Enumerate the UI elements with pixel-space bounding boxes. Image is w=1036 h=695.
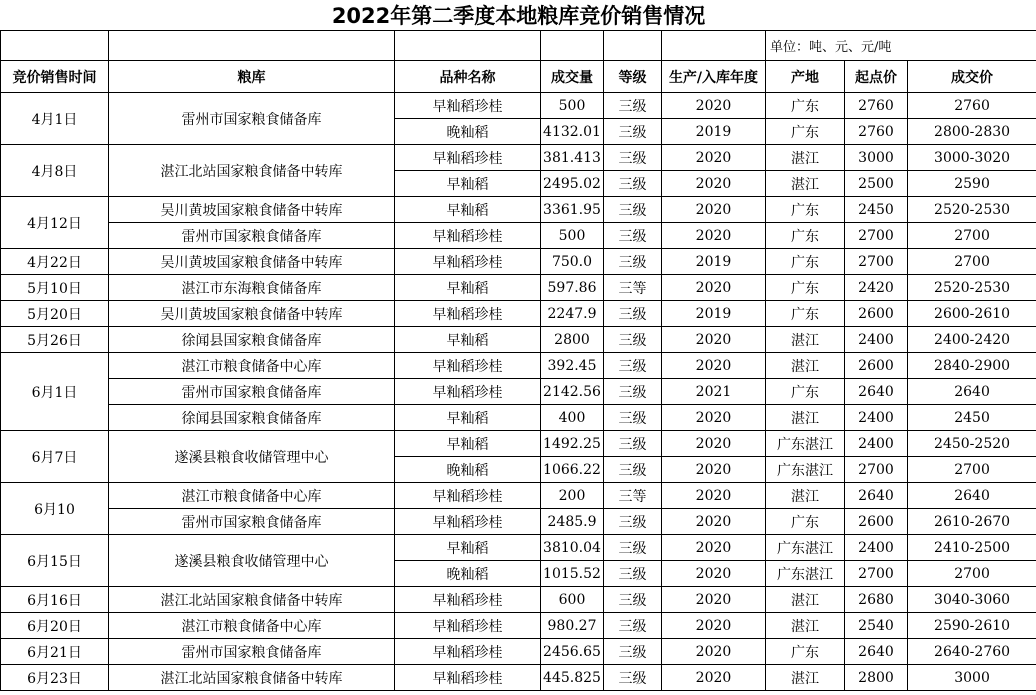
start-price-cell: 2600 <box>845 509 908 535</box>
origin-cell: 广东 <box>766 301 845 327</box>
header-depot: 粮库 <box>109 61 395 93</box>
header-row <box>1 61 1036 93</box>
table-row <box>1 275 1036 301</box>
table-row <box>1 587 1036 613</box>
year-cell: 2020 <box>662 457 766 483</box>
volume-cell: 381.413 <box>541 145 604 171</box>
year-cell: 2021 <box>662 379 766 405</box>
origin-cell: 广东湛江 <box>766 431 845 457</box>
year-cell: 2020 <box>662 145 766 171</box>
grade-cell: 三级 <box>604 457 662 483</box>
volume-cell: 500 <box>541 93 604 119</box>
variety-cell: 早籼稻 <box>395 275 541 301</box>
deal-price-cell: 2410-2500 <box>908 535 1036 561</box>
date-cell: 4月1日 <box>1 93 109 145</box>
start-price-cell: 2400 <box>845 431 908 457</box>
header-start-price: 起点价 <box>845 61 908 93</box>
depot-cell: 吴川黄坡国家粮食储备中转库 <box>109 197 395 223</box>
date-cell: 6月7日 <box>1 431 109 483</box>
table-row <box>1 353 1036 379</box>
depot-cell: 遂溪县粮食收储管理中心 <box>109 431 395 483</box>
header-deal-price: 成交价 <box>908 61 1036 93</box>
start-price-cell: 2450 <box>845 197 908 223</box>
volume-cell: 4132.01 <box>541 119 604 145</box>
volume-cell: 2495.02 <box>541 171 604 197</box>
volume-cell: 500 <box>541 223 604 249</box>
date-cell: 5月10日 <box>1 275 109 301</box>
origin-cell: 广东 <box>766 249 845 275</box>
start-price-cell: 2400 <box>845 405 908 431</box>
year-cell: 2020 <box>662 327 766 353</box>
table-row <box>1 431 1036 457</box>
table-row <box>1 301 1036 327</box>
deal-price-cell: 2640-2760 <box>908 639 1036 665</box>
grade-cell: 三等 <box>604 275 662 301</box>
year-cell: 2020 <box>662 275 766 301</box>
deal-price-cell: 2520-2530 <box>908 197 1036 223</box>
grade-cell: 三级 <box>604 379 662 405</box>
grade-cell: 三级 <box>604 301 662 327</box>
grade-cell: 三级 <box>604 509 662 535</box>
deal-price-cell: 2640 <box>908 483 1036 509</box>
origin-cell: 湛江 <box>766 483 845 509</box>
variety-cell: 晚籼稻 <box>395 119 541 145</box>
depot-cell: 雷州市国家粮食储备库 <box>109 223 395 249</box>
depot-cell: 湛江北站国家粮食储备中转库 <box>109 665 395 691</box>
volume-cell: 1015.52 <box>541 561 604 587</box>
year-cell: 2020 <box>662 483 766 509</box>
blank-cell <box>1 31 109 61</box>
deal-price-cell: 2610-2670 <box>908 509 1036 535</box>
header-year: 生产/入库年度 <box>662 61 766 93</box>
year-cell: 2020 <box>662 613 766 639</box>
year-cell: 2020 <box>662 223 766 249</box>
date-cell: 6月15日 <box>1 535 109 587</box>
variety-cell: 早籼稻 <box>395 197 541 223</box>
deal-price-cell: 3000 <box>908 665 1036 691</box>
blank-cell <box>604 31 662 61</box>
table-body <box>1 93 1036 691</box>
table-row <box>1 483 1036 509</box>
blank-cell <box>395 31 541 61</box>
blank-cell <box>541 31 604 61</box>
deal-price-cell: 2760 <box>908 93 1036 119</box>
year-cell: 2019 <box>662 119 766 145</box>
origin-cell: 湛江 <box>766 171 845 197</box>
table-row <box>1 509 1036 535</box>
start-price-cell: 2700 <box>845 457 908 483</box>
grade-cell: 三级 <box>604 93 662 119</box>
variety-cell: 早籼稻珍桂 <box>395 379 541 405</box>
origin-cell: 湛江 <box>766 665 845 691</box>
origin-cell: 广东湛江 <box>766 457 845 483</box>
year-cell: 2020 <box>662 431 766 457</box>
depot-cell: 吴川黄坡国家粮食储备中转库 <box>109 249 395 275</box>
variety-cell: 早籼稻 <box>395 431 541 457</box>
origin-cell: 广东 <box>766 639 845 665</box>
table-row <box>1 249 1036 275</box>
variety-cell: 早籼稻 <box>395 171 541 197</box>
year-cell: 2020 <box>662 587 766 613</box>
origin-cell: 湛江 <box>766 613 845 639</box>
volume-cell: 392.45 <box>541 353 604 379</box>
grade-cell: 三级 <box>604 639 662 665</box>
date-cell: 6月21日 <box>1 639 109 665</box>
variety-cell: 早籼稻珍桂 <box>395 587 541 613</box>
deal-price-cell: 2700 <box>908 249 1036 275</box>
table-row <box>1 379 1036 405</box>
deal-price-cell: 2450 <box>908 405 1036 431</box>
volume-cell: 3810.04 <box>541 535 604 561</box>
start-price-cell: 2700 <box>845 249 908 275</box>
header-date: 竞价销售时间 <box>1 61 109 93</box>
grade-cell: 三级 <box>604 327 662 353</box>
variety-cell: 早籼稻珍桂 <box>395 613 541 639</box>
depot-cell: 徐闻县国家粮食储备库 <box>109 327 395 353</box>
table-row <box>1 223 1036 249</box>
deal-price-cell: 2520-2530 <box>908 275 1036 301</box>
page-title: 2022年第二季度本地粮库竞价销售情况 <box>1 0 1036 31</box>
variety-cell: 早籼稻珍桂 <box>395 639 541 665</box>
depot-cell: 湛江市东海粮食储备库 <box>109 275 395 301</box>
volume-cell: 1492.25 <box>541 431 604 457</box>
table-row <box>1 405 1036 431</box>
depot-cell: 雷州市国家粮食储备库 <box>109 379 395 405</box>
table-row <box>1 535 1036 561</box>
grade-cell: 三级 <box>604 249 662 275</box>
variety-cell: 早籼稻珍桂 <box>395 483 541 509</box>
start-price-cell: 2640 <box>845 483 908 509</box>
depot-cell: 湛江市粮食储备中心库 <box>109 353 395 379</box>
start-price-cell: 2600 <box>845 353 908 379</box>
start-price-cell: 2540 <box>845 613 908 639</box>
date-cell: 6月10 <box>1 483 109 535</box>
date-cell: 6月1日 <box>1 353 109 431</box>
variety-cell: 早籼稻 <box>395 327 541 353</box>
date-cell: 6月23日 <box>1 665 109 691</box>
start-price-cell: 2680 <box>845 587 908 613</box>
year-cell: 2020 <box>662 639 766 665</box>
volume-cell: 750.0 <box>541 249 604 275</box>
volume-cell: 200 <box>541 483 604 509</box>
deal-price-cell: 2600-2610 <box>908 301 1036 327</box>
deal-price-cell: 3000-3020 <box>908 145 1036 171</box>
origin-cell: 广东 <box>766 223 845 249</box>
header-grade: 等级 <box>604 61 662 93</box>
volume-cell: 2485.9 <box>541 509 604 535</box>
start-price-cell: 2640 <box>845 379 908 405</box>
grade-cell: 三级 <box>604 587 662 613</box>
variety-cell: 早籼稻珍桂 <box>395 509 541 535</box>
depot-cell: 雷州市国家粮食储备库 <box>109 639 395 665</box>
variety-cell: 晚籼稻 <box>395 457 541 483</box>
origin-cell: 湛江 <box>766 145 845 171</box>
grade-cell: 三等 <box>604 483 662 509</box>
variety-cell: 早籼稻珍桂 <box>395 223 541 249</box>
depot-cell: 吴川黄坡国家粮食储备中转库 <box>109 301 395 327</box>
start-price-cell: 3000 <box>845 145 908 171</box>
table-row <box>1 327 1036 353</box>
blank-cell <box>109 31 395 61</box>
grade-cell: 三级 <box>604 171 662 197</box>
start-price-cell: 2800 <box>845 665 908 691</box>
grade-cell: 三级 <box>604 665 662 691</box>
volume-cell: 2456.65 <box>541 639 604 665</box>
origin-cell: 广东 <box>766 509 845 535</box>
start-price-cell: 2700 <box>845 223 908 249</box>
table-row <box>1 197 1036 223</box>
date-cell: 4月12日 <box>1 197 109 249</box>
date-cell: 6月16日 <box>1 587 109 613</box>
grade-cell: 三级 <box>604 405 662 431</box>
start-price-cell: 2400 <box>845 535 908 561</box>
year-cell: 2020 <box>662 535 766 561</box>
variety-cell: 早籼稻珍桂 <box>395 93 541 119</box>
volume-cell: 400 <box>541 405 604 431</box>
start-price-cell: 2420 <box>845 275 908 301</box>
year-cell: 2020 <box>662 561 766 587</box>
header-variety: 品种名称 <box>395 61 541 93</box>
depot-cell: 湛江北站国家粮食储备中转库 <box>109 587 395 613</box>
variety-cell: 早籼稻 <box>395 405 541 431</box>
start-price-cell: 2760 <box>845 119 908 145</box>
grade-cell: 三级 <box>604 197 662 223</box>
deal-price-cell: 2700 <box>908 457 1036 483</box>
start-price-cell: 2640 <box>845 639 908 665</box>
variety-cell: 早籼稻 <box>395 535 541 561</box>
depot-cell: 湛江市粮食储备中心库 <box>109 483 395 509</box>
variety-cell: 早籼稻珍桂 <box>395 301 541 327</box>
depot-cell: 雷州市国家粮食储备库 <box>109 93 395 145</box>
grade-cell: 三级 <box>604 535 662 561</box>
deal-price-cell: 2800-2830 <box>908 119 1036 145</box>
deal-price-cell: 2400-2420 <box>908 327 1036 353</box>
grade-cell: 三级 <box>604 145 662 171</box>
depot-cell: 湛江北站国家粮食储备中转库 <box>109 145 395 197</box>
year-cell: 2020 <box>662 405 766 431</box>
year-cell: 2020 <box>662 197 766 223</box>
volume-cell: 3361.95 <box>541 197 604 223</box>
year-cell: 2019 <box>662 249 766 275</box>
table-row <box>1 145 1036 171</box>
origin-cell: 广东湛江 <box>766 535 845 561</box>
origin-cell: 湛江 <box>766 587 845 613</box>
volume-cell: 2800 <box>541 327 604 353</box>
variety-cell: 早籼稻珍桂 <box>395 145 541 171</box>
deal-price-cell: 2700 <box>908 223 1036 249</box>
grade-cell: 三级 <box>604 353 662 379</box>
date-cell: 5月26日 <box>1 327 109 353</box>
year-cell: 2020 <box>662 171 766 197</box>
table-row <box>1 613 1036 639</box>
volume-cell: 1066.22 <box>541 457 604 483</box>
deal-price-cell: 2700 <box>908 561 1036 587</box>
grade-cell: 三级 <box>604 561 662 587</box>
deal-price-cell: 2590-2610 <box>908 613 1036 639</box>
table-row <box>1 639 1036 665</box>
deal-price-cell: 2840-2900 <box>908 353 1036 379</box>
deal-price-cell: 2450-2520 <box>908 431 1036 457</box>
date-cell: 6月20日 <box>1 613 109 639</box>
volume-cell: 445.825 <box>541 665 604 691</box>
volume-cell: 2247.9 <box>541 301 604 327</box>
volume-cell: 597.86 <box>541 275 604 301</box>
year-cell: 2020 <box>662 665 766 691</box>
grade-cell: 三级 <box>604 223 662 249</box>
volume-cell: 2142.56 <box>541 379 604 405</box>
header-volume: 成交量 <box>541 61 604 93</box>
origin-cell: 广东 <box>766 93 845 119</box>
date-cell: 4月22日 <box>1 249 109 275</box>
origin-cell: 湛江 <box>766 327 845 353</box>
origin-cell: 广东 <box>766 197 845 223</box>
origin-cell: 广东 <box>766 119 845 145</box>
year-cell: 2019 <box>662 301 766 327</box>
start-price-cell: 2400 <box>845 327 908 353</box>
origin-cell: 湛江 <box>766 405 845 431</box>
start-price-cell: 2760 <box>845 93 908 119</box>
variety-cell: 早籼稻珍桂 <box>395 249 541 275</box>
date-cell: 4月8日 <box>1 145 109 197</box>
depot-cell: 雷州市国家粮食储备库 <box>109 509 395 535</box>
origin-cell: 湛江 <box>766 353 845 379</box>
date-cell: 5月20日 <box>1 301 109 327</box>
year-cell: 2020 <box>662 353 766 379</box>
table-row <box>1 93 1036 119</box>
volume-cell: 980.27 <box>541 613 604 639</box>
start-price-cell: 2500 <box>845 171 908 197</box>
year-cell: 2020 <box>662 509 766 535</box>
variety-cell: 早籼稻珍桂 <box>395 665 541 691</box>
start-price-cell: 2700 <box>845 561 908 587</box>
volume-cell: 600 <box>541 587 604 613</box>
table-row <box>1 665 1036 691</box>
origin-cell: 广东 <box>766 275 845 301</box>
depot-cell: 遂溪县粮食收储管理中心 <box>109 535 395 587</box>
origin-cell: 广东湛江 <box>766 561 845 587</box>
grade-cell: 三级 <box>604 613 662 639</box>
start-price-cell: 2600 <box>845 301 908 327</box>
variety-cell: 晚籼稻 <box>395 561 541 587</box>
year-cell: 2020 <box>662 93 766 119</box>
unit-note: 单位：吨、元、元/吨 <box>766 31 1036 61</box>
depot-cell: 湛江市粮食储备中心库 <box>109 613 395 639</box>
deal-price-cell: 2590 <box>908 171 1036 197</box>
blank-cell <box>662 31 766 61</box>
depot-cell: 徐闻县国家粮食储备库 <box>109 405 395 431</box>
grade-cell: 三级 <box>604 119 662 145</box>
deal-price-cell: 3040-3060 <box>908 587 1036 613</box>
origin-cell: 广东 <box>766 379 845 405</box>
header-origin: 产地 <box>766 61 845 93</box>
variety-cell: 早籼稻珍桂 <box>395 353 541 379</box>
deal-price-cell: 2640 <box>908 379 1036 405</box>
grade-cell: 三级 <box>604 431 662 457</box>
